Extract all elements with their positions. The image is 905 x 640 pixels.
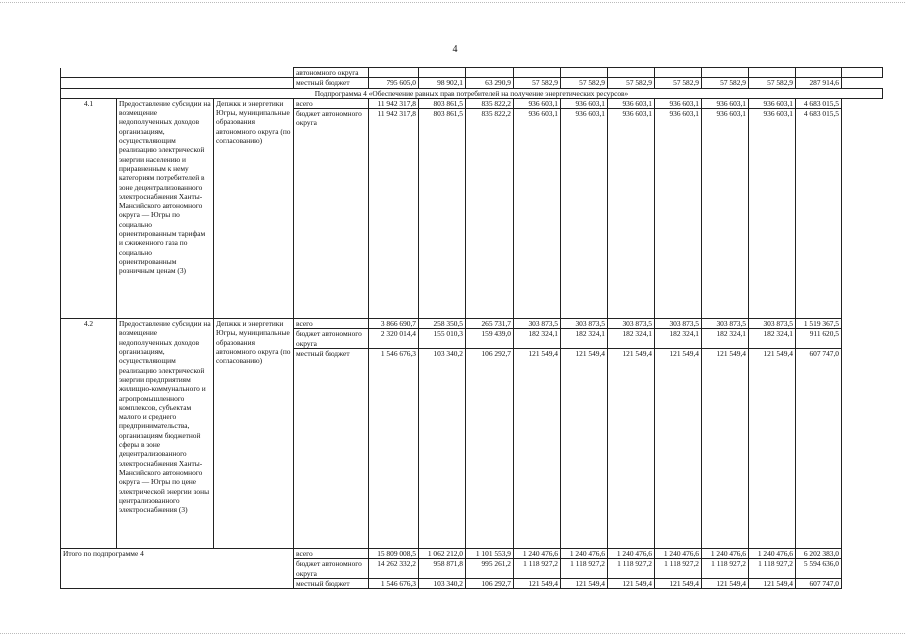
value-cell: 936 603,1 <box>561 98 608 108</box>
budget-label: всего <box>294 319 369 329</box>
value-cell: 182 324,1 <box>749 329 796 349</box>
value-cell: 6 202 383,0 <box>796 549 842 559</box>
subprogram-title: Подпрограмма 4 «Обеспечение равных прав потребителей на получение энергетических ресурсов» <box>61 88 883 98</box>
value-cell: 795 605,0 <box>369 78 419 88</box>
value-cell: 1 240 476,6 <box>702 549 749 559</box>
value-cell: 1 118 927,2 <box>561 559 608 579</box>
empty-cell <box>796 68 842 78</box>
value-cell: 1 240 476,6 <box>655 549 702 559</box>
budget-label: местный бюджет <box>294 578 369 588</box>
value-cell: 1 240 476,6 <box>749 549 796 559</box>
value-cell: 958 871,8 <box>419 559 466 579</box>
value-cell: 936 603,1 <box>655 98 702 108</box>
item-number: 4.2 <box>61 319 117 549</box>
value-cell: 57 582,9 <box>655 78 702 88</box>
value-cell: 936 603,1 <box>749 109 796 319</box>
budget-label: автономного округа <box>294 68 369 78</box>
value-cell: 121 549,4 <box>702 349 749 549</box>
value-cell: 287 914,6 <box>796 78 842 88</box>
value-cell: 57 582,9 <box>608 78 655 88</box>
value-cell: 1 240 476,6 <box>608 549 655 559</box>
budget-label: местный бюджет <box>294 349 369 549</box>
value-cell: 835 822,2 <box>466 109 514 319</box>
budget-label: бюджет автономного округа <box>294 559 369 579</box>
value-cell: 106 292,7 <box>466 349 514 549</box>
item-executor: Депжкк и энергетики Югры, муниципальные образования автономного округа (по согласованию) <box>214 98 294 318</box>
value-cell: 121 549,4 <box>561 578 608 588</box>
budget-label: местный бюджет <box>294 78 369 88</box>
value-cell: 303 873,5 <box>749 319 796 329</box>
value-cell: 265 731,7 <box>466 319 514 329</box>
value-cell: 1 118 927,2 <box>608 559 655 579</box>
empty-cell <box>466 68 514 78</box>
value-cell: 258 350,5 <box>419 319 466 329</box>
item-executor: Депжкк и энергетики Югры, муниципальные образования автономного округа (по согласованию) <box>214 319 294 549</box>
value-cell: 121 549,4 <box>608 349 655 549</box>
value-cell: 936 603,1 <box>702 98 749 108</box>
value-cell: 1 118 927,2 <box>702 559 749 579</box>
value-cell: 1 546 676,3 <box>369 578 419 588</box>
value-cell: 57 582,9 <box>561 78 608 88</box>
value-cell: 303 873,5 <box>655 319 702 329</box>
table-row <box>61 98 883 108</box>
value-cell: 121 549,4 <box>514 578 561 588</box>
value-cell: 936 603,1 <box>655 109 702 319</box>
value-cell: 57 582,9 <box>702 78 749 88</box>
value-cell: 607 747,0 <box>796 349 842 549</box>
scan-top-edge <box>0 2 905 4</box>
value-cell: 121 549,4 <box>608 578 655 588</box>
value-cell: 936 603,1 <box>608 98 655 108</box>
value-cell: 63 290,9 <box>466 78 514 88</box>
value-cell: 182 324,1 <box>655 329 702 349</box>
value-cell: 3 866 690,7 <box>369 319 419 329</box>
budget-label: всего <box>294 549 369 559</box>
scan-bottom-edge <box>0 633 905 635</box>
total-label: Итого по подпрограмме 4 <box>61 549 294 589</box>
value-cell: 607 747,0 <box>796 578 842 588</box>
item-description: Предоставление субсидии на возмещение недополученных доходов организациям, осуществляющим реализацию электрической энергии населению и приравненным к нему категориям потребителей в зоне децентрализованного электроснабжения Ханты-Мансийского автономного округа — Югры по социально ориентированным тарифам и сжиженного газа по социально ориентированным розничным ценам (3) <box>117 98 214 318</box>
value-cell: 182 324,1 <box>702 329 749 349</box>
value-cell: 106 292,7 <box>466 578 514 588</box>
value-cell: 4 683 015,5 <box>796 109 842 319</box>
value-cell: 4 683 015,5 <box>796 98 842 108</box>
empty-cell <box>655 68 702 78</box>
value-cell: 803 861,5 <box>419 98 466 108</box>
table-row <box>61 68 883 78</box>
value-cell: 835 822,2 <box>466 98 514 108</box>
value-cell: 2 320 014,4 <box>369 329 419 349</box>
empty-cell <box>61 68 294 78</box>
value-cell: 936 603,1 <box>514 98 561 108</box>
value-cell: 121 549,4 <box>702 578 749 588</box>
value-cell: 1 101 553,9 <box>466 549 514 559</box>
empty-cell <box>369 68 419 78</box>
value-cell: 803 861,5 <box>419 109 466 319</box>
value-cell: 182 324,1 <box>514 329 561 349</box>
budget-label: бюджет автономного округа <box>294 329 369 349</box>
value-cell: 303 873,5 <box>514 319 561 329</box>
table-row <box>61 319 883 329</box>
table-row <box>61 78 883 88</box>
value-cell: 11 942 317,8 <box>369 98 419 108</box>
empty-cell <box>514 68 561 78</box>
value-cell: 121 549,4 <box>655 578 702 588</box>
value-cell: 121 549,4 <box>749 349 796 549</box>
value-cell: 14 262 332,2 <box>369 559 419 579</box>
subprogram-table <box>60 67 883 589</box>
value-cell: 15 809 008,5 <box>369 549 419 559</box>
value-cell: 936 603,1 <box>749 98 796 108</box>
empty-cell <box>608 68 655 78</box>
value-cell: 936 603,1 <box>514 109 561 319</box>
value-cell: 57 582,9 <box>514 78 561 88</box>
value-cell: 995 261,2 <box>466 559 514 579</box>
value-cell: 303 873,5 <box>608 319 655 329</box>
value-cell: 1 240 476,6 <box>514 549 561 559</box>
value-cell: 1 240 476,6 <box>561 549 608 559</box>
value-cell: 936 603,1 <box>608 109 655 319</box>
value-cell: 303 873,5 <box>561 319 608 329</box>
value-cell: 98 902,1 <box>419 78 466 88</box>
value-cell: 155 010,3 <box>419 329 466 349</box>
value-cell: 103 340,2 <box>419 578 466 588</box>
budget-label: бюджет автономного округа <box>294 109 369 319</box>
value-cell: 1 546 676,3 <box>369 349 419 549</box>
value-cell: 121 549,4 <box>749 578 796 588</box>
value-cell: 911 620,5 <box>796 329 842 349</box>
value-cell: 121 549,4 <box>561 349 608 549</box>
value-cell: 1 118 927,2 <box>749 559 796 579</box>
page-number: 4 <box>452 44 458 55</box>
empty-cell <box>842 68 883 78</box>
item-number: 4.1 <box>61 98 117 318</box>
value-cell: 159 439,0 <box>466 329 514 349</box>
empty-cell <box>61 78 294 88</box>
table-row <box>61 549 883 559</box>
empty-cell <box>702 68 749 78</box>
value-cell: 182 324,1 <box>608 329 655 349</box>
value-cell: 57 582,9 <box>749 78 796 88</box>
value-cell: 5 594 636,0 <box>796 559 842 579</box>
table-row <box>61 88 883 98</box>
value-cell: 11 942 317,8 <box>369 109 419 319</box>
empty-cell <box>419 68 466 78</box>
value-cell: 1 118 927,2 <box>655 559 702 579</box>
value-cell: 121 549,4 <box>655 349 702 549</box>
value-cell: 1 062 212,0 <box>419 549 466 559</box>
budget-label: всего <box>294 98 369 108</box>
value-cell: 182 324,1 <box>561 329 608 349</box>
value-cell: 936 603,1 <box>702 109 749 319</box>
value-cell: 121 549,4 <box>514 349 561 549</box>
item-description: Предоставление субсидии на возмещение недополученных доходов организациям, осуществляющим реализацию электрической энергии предприятиям жилищно-коммунального и агропромышленного комплексов, субъектам малого и среднего предпринимательства, организациям бюджетной сферы в зоне децентрализованного электроснабжения Ханты-Мансийского автономного округа — Югры по цене электрической энергии зоны централизованного электроснабжения (3) <box>117 319 214 549</box>
empty-cell <box>561 68 608 78</box>
value-cell: 303 873,5 <box>702 319 749 329</box>
value-cell: 936 603,1 <box>561 109 608 319</box>
value-cell: 103 340,2 <box>419 349 466 549</box>
empty-cell <box>749 68 796 78</box>
value-cell: 1 519 367,5 <box>796 319 842 329</box>
value-cell: 1 118 927,2 <box>514 559 561 579</box>
